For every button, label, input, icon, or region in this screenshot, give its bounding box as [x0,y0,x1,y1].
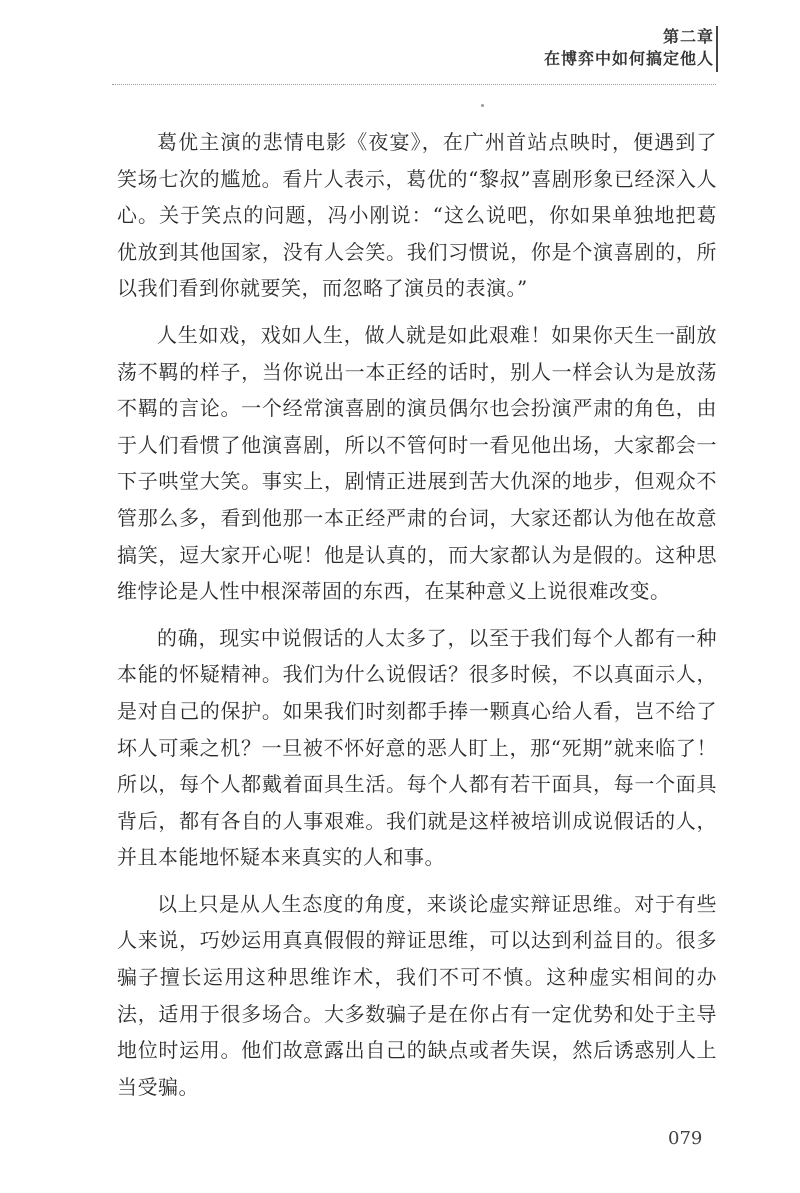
running-header [544,26,714,70]
page-number: 079 [668,1128,703,1149]
paragraph-1: 葛优主演的悲情电影《夜宴》，在广州首站点映时，便遇到了笑场七次的尴尬。看片人表示，葛优的“黎叔”喜剧形象已经深入人心。关于笑点的问题，冯小刚说：“这么说吧，你如果单独地把葛优放到其他国家，没有人会笑。我们习惯说，你是个演喜剧的，所以我们看到你就要笑，而忽略了演员的表演。” [117,130,717,301]
header-rule [112,84,716,85]
paragraph-2: 人生如戏，戏如人生，做人就是如此艰难！如果你天生一副放荡不羁的样子，当你说出一本正经的话时，别人一样会认为是放荡不羁的言论。一个经常演喜剧的演员偶尔也会扮演严肃的角色，由于人们看惯了他演喜剧，所以不管何时一看见他出场，大家都会一下子哄堂大笑。事实上，剧情正进展到苦大仇深的地步，但观众不管那么多，看到他那一本正经严肃的台词，大家还都认为他在故意搞笑，逗大家开心呢！他是认真的，而大家都认为是假的。这种思维悖论是人性中根深蒂固的东西，在某种意义上说很难改变。 [117,322,717,604]
chapter-title: 在博弈中如何搞定他人 [543,49,714,68]
body-text [117,124,717,1115]
ornament-dot [481,104,484,107]
chapter-label: 第二章 [662,27,714,46]
paragraph-3: 的确，现实中说假话的人太多了，以至于我们每个人都有一种本能的怀疑精神。我们为什么说假话？很多时候，不以真面示人，是对自己的保护。如果我们时刻都手捧一颗真心给人看，岂不给了坏人可乘之机？一旦被不怀好意的恶人盯上，那“死期”就来临了！所以，每个人都戴着面具生活。每个人都有若干面具，每一个面具背后，都有各自的人事艰难。我们就是这样被培训成说假话的人，并且本能地怀疑本来真实的人和事。 [117,625,717,870]
paragraph-4: 以上只是从人生态度的角度，来谈论虚实辩证思维。对于有些人来说，巧妙运用真真假假的辩证思维，可以达到利益目的。很多骗子擅长运用这种思维诈术，我们不可不慎。这种虚实相间的办法，适用于很多场合。大多数骗子是在你占有一定优势和处于主导地位时运用。他们故意露出自己的缺点或者失误，然后诱惑别人上当受骗。 [117,891,717,1099]
header-divider [716,26,718,72]
